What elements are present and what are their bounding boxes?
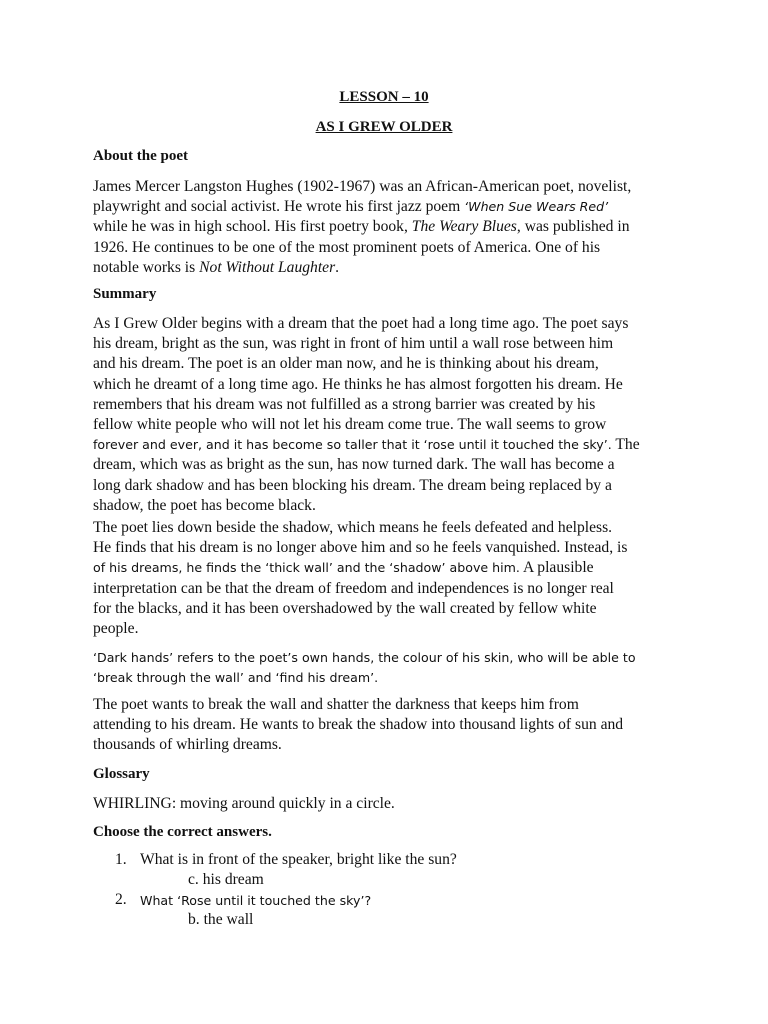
question-number: 2. xyxy=(115,891,127,908)
about-line: notable works is Not Without Laughter. xyxy=(93,258,340,276)
summary-line: dream, which was as bright as the sun, has now turned dark. The wall has become a xyxy=(93,456,615,474)
summary-line: interpretation can be that the dream of freedom and independences is no longer real xyxy=(93,579,614,597)
summary-paragraph-3 xyxy=(93,648,683,688)
summary-paragraph-1 xyxy=(93,314,683,516)
summary-line: He finds that his dream is no longer above him and so he feels vanquished. Instead, is xyxy=(93,539,628,557)
question-number: 1. xyxy=(115,851,127,868)
summary-line: shadow, the poet has become black. xyxy=(93,496,316,514)
about-line: 1926. He continues to be one of the most prominent poets of America. One of his xyxy=(93,238,601,256)
summary-line: ‘Dark hands’ refers to the poet’s own hands, the colour of his skin, who will be able to xyxy=(93,650,636,665)
question-answer: b. the wall xyxy=(188,911,254,928)
question-text: What ‘Rose until it touched the sky’? xyxy=(140,893,372,908)
summary-line: remembers that his dream was not fulfilled as a strong barrier was created by his xyxy=(93,395,596,413)
summary-line: attending to his dream. He wants to break the shadow into thousand lights of sun and xyxy=(93,716,624,734)
summary-line: his dream, bright as the sun, was right in front of him until a wall rose between him xyxy=(93,335,614,353)
summary-line: thousands of whirling dreams. xyxy=(93,736,282,754)
about-heading: About the poet xyxy=(93,148,189,164)
notable-work-title: Not Without Laughter xyxy=(199,258,336,276)
summary-line: The poet lies down beside the shadow, which means he feels defeated and helpless. xyxy=(93,519,613,536)
summary-paragraph-2 xyxy=(93,518,683,639)
about-line: while he was in high school. His first poetry book, The Weary Blues, was published in xyxy=(93,218,630,236)
lesson-number: LESSON – 10 xyxy=(339,89,429,105)
first-book-title: The Weary Blues xyxy=(411,218,517,236)
summary-line: ‘break through the wall’ and ‘find his dream’. xyxy=(93,670,379,686)
summary-line: forever and ever, and it has become so taller that it ‘rose until it touched the sky’. The xyxy=(93,436,640,454)
glossary-heading: Glossary xyxy=(93,766,150,782)
question-text: What is in front of the speaker, bright like the sun? xyxy=(140,851,457,868)
poem-title: AS I GREW OLDER xyxy=(315,119,453,135)
summary-line: The poet wants to break the wall and shatter the darkness that keeps him from xyxy=(93,696,579,713)
summary-line: and his dream. The poet is an older man now, and he is thinking about his dream, xyxy=(93,355,599,373)
summary-line: of his dreams, he finds the ‘thick wall’ and the ‘shadow’ above him. A plausible xyxy=(93,559,594,577)
summary-line: As I Grew Older begins with a dream that the poet had a long time ago. The poet says xyxy=(93,315,629,332)
first-jazz-poem-title: ‘When Sue Wears Red’ xyxy=(464,199,609,215)
questions-heading: Choose the correct answers. xyxy=(93,824,272,840)
summary-line: fellow white people who will not let his dream come true. The wall seems to grow xyxy=(93,416,607,434)
about-paragraph xyxy=(93,177,683,278)
summary-line: which he dreamt of a long time ago. He thinks he has almost forgotten his dream. He xyxy=(93,375,623,393)
summary-heading: Summary xyxy=(93,286,157,302)
question-answer: c. his dream xyxy=(188,871,264,888)
about-line: playwright and social activist. He wrote his first jazz poem ‘When Sue Wears Red’ xyxy=(93,198,609,216)
summary-line: for the blacks, and it has been overshadowed by the wall created by fellow white xyxy=(93,599,597,617)
glossary-entry: WHIRLING: moving around quickly in a circle. xyxy=(93,795,395,812)
about-line: James Mercer Langston Hughes (1902-1967) was an African-American poet, novelist, xyxy=(93,178,632,195)
summary-line: long dark shadow and has been blocking his dream. The dream being replaced by a xyxy=(93,476,612,494)
summary-line: people. xyxy=(93,620,139,638)
summary-paragraph-4 xyxy=(93,695,683,756)
